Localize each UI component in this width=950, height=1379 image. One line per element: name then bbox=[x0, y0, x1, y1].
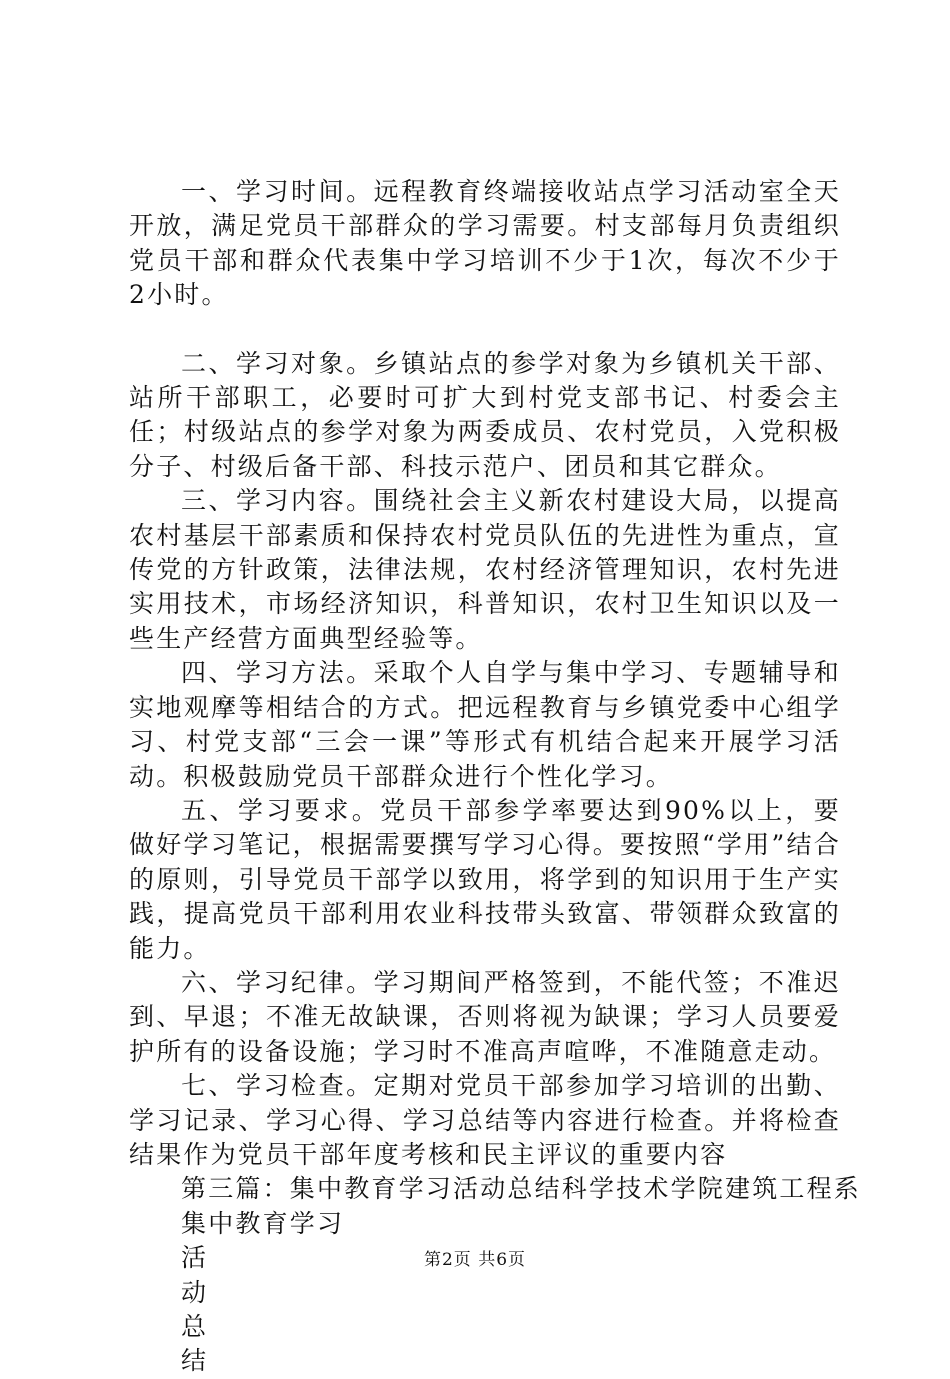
section-subtitle: 集中教育学习 bbox=[181, 1208, 345, 1238]
page-number-footer: 第2页 共6页 bbox=[423, 1250, 527, 1270]
paragraph-study-time: 一、学习时间。远程教育终端接收站点学习活动室全天开放，满足党员干部群众的学习需要。村支部每月负责组织党员干部和群众代表集中学习培训不少于1次，每次不少于2小时。 bbox=[129, 177, 841, 310]
paragraph-study-requirement: 五、学习要求。党员干部参学率要达到90%以上，要做好学习笔记，根据需要撰写学习心得。要按照“学用”结合的原则，引导党员干部学以致用，将学到的知识用于生产实践，提高党员干部利用农业科技带头致富、带领群众致富的能力。 bbox=[129, 795, 841, 963]
paragraph-study-method: 四、学习方法。采取个人自学与集中学习、专题辅导和实地观摩等相结合的方式。把远程教育与乡镇党委中心组学习、村党支部“三会一课”等形式有机结合起来开展学习活动。积极鼓励党员干部群众进行个性化学习。 bbox=[129, 658, 841, 791]
paragraph-study-content: 三、学习内容。围绕社会主义新农村建设大局，以提高农村基层干部素质和保持农村党员队伍的先进性为重点，宣传党的方针政策，法律法规，农村经济管理知识，农村先进实用技术，市场经济知识，科普知识，农村卫生知识以及一些生产经营方面典型经验等。 bbox=[129, 486, 841, 653]
vertical-char: 结 bbox=[181, 1346, 209, 1376]
paragraph-study-check: 七、学习检查。定期对党员干部参加学习培训的出勤、学习记录、学习心得、学习总结等内容进行检查。并将检查结果作为党员干部年度考核和民主评议的重要内容 bbox=[129, 1071, 841, 1169]
vertical-char: 总 bbox=[181, 1312, 209, 1341]
section-heading: 第三篇：集中教育学习活动总结科学技术学院建筑工程系 bbox=[181, 1174, 862, 1204]
vertical-char: 活 bbox=[181, 1243, 209, 1273]
document-body bbox=[129, 175, 862, 1379]
vertical-char: 动 bbox=[181, 1277, 209, 1307]
paragraph-study-discipline: 六、学习纪律。学习期间严格签到，不能代签；不准迟到、早退；不准无故缺课，否则将视为缺课；学习人员要爱护所有的设备设施；学习时不准高声喧哗，不准随意走动。 bbox=[129, 967, 841, 1066]
paragraph-study-target: 二、学习对象。乡镇站点的参学对象为乡镇机关干部、站所干部职工，必要时可扩大到村党支部书记、村委会主任；村级站点的参学对象为两委成员、农村党员，入党积极分子、村级后备干部、科技示范户、团员和其它群众。 bbox=[129, 348, 841, 481]
section-heading-block bbox=[129, 1172, 862, 1378]
